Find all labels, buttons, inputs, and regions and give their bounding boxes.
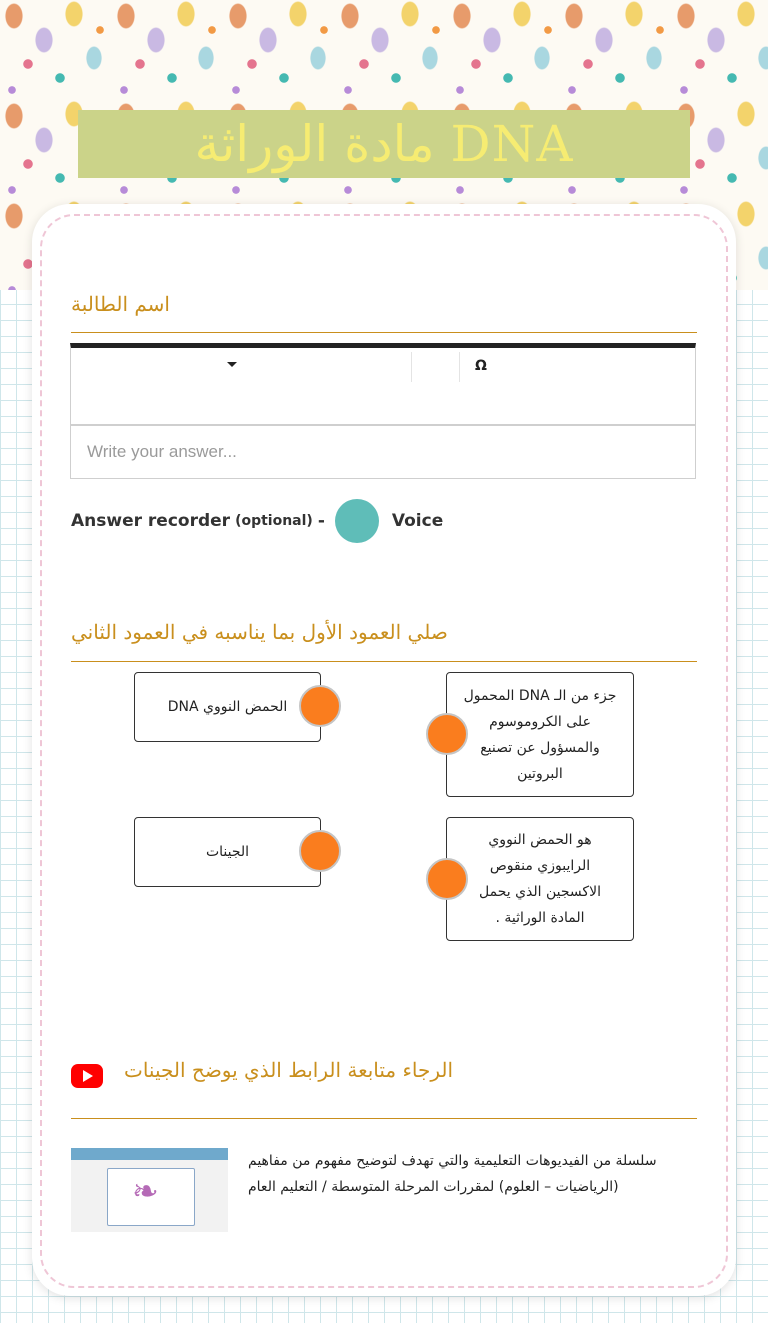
question-student-name-title: اسم الطالبة (71, 292, 170, 316)
divider (71, 661, 697, 662)
match-left-item-1[interactable] (134, 672, 321, 742)
toolbar-separator (459, 352, 460, 382)
divider (71, 332, 697, 333)
title-banner (78, 110, 690, 178)
dna-helix-icon: ❧ (132, 1172, 159, 1210)
play-icon (83, 1070, 93, 1082)
recorder-label: Answer recorder (71, 511, 231, 531)
match-connector-dot[interactable] (299, 685, 341, 727)
video-description[interactable]: سلسلة من الفيديوهات التعليمية والتي تهدف لتوضيح مفهوم من مفاهيم (الرياضيات – العلوم) لمقررات المرحلة المتوسطة / التعليم العام (248, 1153, 657, 1195)
youtube-icon (71, 1064, 103, 1088)
match-right-label: هو الحمض النووي الرايبوزي منقوص الاكسجين الذي يحمل المادة الوراثية . (479, 832, 601, 926)
match-connector-dot[interactable] (299, 830, 341, 872)
recorder-optional-label: (optional) (235, 513, 313, 529)
match-right-item-1[interactable] (446, 672, 634, 797)
match-left-label: الجينات (205, 844, 250, 860)
thumbnail-panel (107, 1168, 195, 1226)
divider (71, 1118, 697, 1119)
page-title: مادة الوراثة DNA (194, 115, 574, 173)
match-left-item-2[interactable] (134, 817, 321, 887)
match-right-label: جزء من الـ DNA المحمول على الكروموسوم والمسؤول عن تصنيع البروتين (463, 687, 617, 782)
voice-record-button[interactable] (335, 499, 379, 543)
match-left-label: الحمض النووي DNA (167, 699, 288, 715)
toolbar-separator (411, 352, 412, 382)
format-dropdown[interactable] (71, 348, 411, 384)
answer-input[interactable] (70, 425, 696, 479)
rich-text-toolbar (70, 343, 696, 425)
voice-label: Voice (391, 511, 444, 531)
match-connector-dot[interactable] (426, 858, 468, 900)
match-right-item-2[interactable] (446, 817, 634, 941)
special-character-button[interactable]: Ω (475, 358, 487, 374)
question-video-title: الرجاء متابعة الرابط الذي يوضح الجينات (124, 1058, 454, 1082)
chevron-down-icon (227, 362, 237, 367)
thumbnail-header-bar (71, 1148, 228, 1160)
match-connector-dot[interactable] (426, 713, 468, 755)
question-matching-title: صلي العمود الأول بما يناسبه في العمود الثاني (71, 620, 448, 644)
answer-recorder (71, 498, 443, 544)
recorder-dash: - (317, 511, 325, 531)
video-thumbnail[interactable] (71, 1148, 228, 1232)
